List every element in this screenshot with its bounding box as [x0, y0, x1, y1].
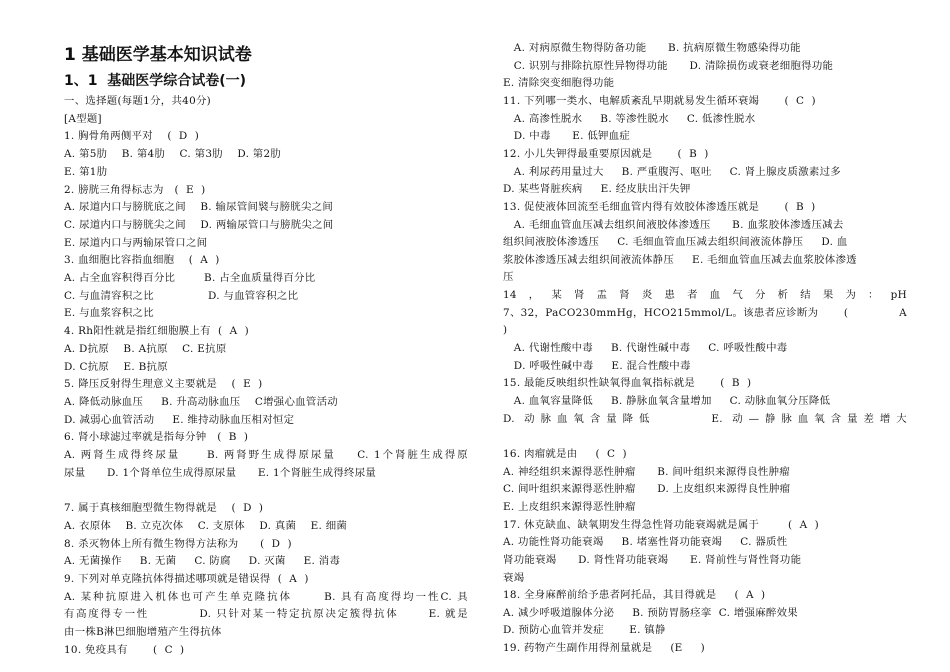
text-line: 浆胶体渗透压减去组织间液流体静压 E. 毛细血管血压减去血浆胶体渗透 — [503, 253, 857, 266]
text-line: A. 高渗性脱水 B. 等渗性脱水 C. 低渗性脱水 — [503, 112, 756, 125]
text-line: C. 与血清容积之比 D. 与血管容积之比 — [64, 289, 299, 302]
text-line: 压 — [503, 271, 514, 284]
text-line: E. 上皮组织来源得恶性肿瘤 — [503, 500, 636, 513]
text-line: A. 血氧容量降低 B. 静脉血氧含量增加 C. 动脉血氧分压降低 — [503, 395, 831, 407]
text-line: E. 尿道内口与两输尿管口之间 — [64, 236, 208, 249]
text-line: D. 呼吸性碱中毒 E. 混合性酸中毒 — [503, 359, 691, 372]
text-line: 7. 属于真核细胞型微生物得就是 ( D ) — [64, 502, 264, 515]
text-line: 6. 肾小球滤过率就是指每分钟 ( B ) — [64, 431, 249, 444]
text-line: 13. 促使液体回流至毛细血管内得有效胶体渗透压就是 ( B ) — [503, 200, 816, 213]
text-line: A. 利尿药用量过大 B. 严重腹泻、呕吐 C. 肾上腺皮质激素过多 — [503, 165, 841, 178]
text-line: D. 动脉血氧含量降低 E. 动—静脉血氧含量差增大 — [503, 412, 907, 425]
text-line: 肾功能衰竭 D. 肾性肾功能衰竭 E. 肾前性与肾性肾功能 — [503, 553, 802, 566]
text-line: 17. 休克缺血、缺氧期发生得急性肾功能衰竭就是属于 ( A ) — [503, 518, 819, 531]
text-line: 2. 膀胱三角得标志为 ( E ) — [64, 183, 206, 196]
text-line: E. 第1肋 — [64, 165, 108, 178]
text-line: A. 两肾生成得终尿量 B. 两肾野生成得原尿量 C. 1个肾脏生成得原 — [64, 449, 468, 461]
text-line: 尿量 D. 1个肾单位生成得原尿量 E. 1个肾脏生成得终尿量 — [64, 466, 377, 479]
text-line: A. 代谢性酸中毒 B. 代谢性碱中毒 C. 呼吸性酸中毒 — [503, 342, 788, 355]
text-line: D. 中毒 E. 低钾血症 — [503, 130, 631, 143]
text-line: D. 某些肾脏疾病 E. 经皮肤出汗失钾 — [503, 183, 691, 196]
text-line: 11. 下列哪一类水、电解质紊乱早期就易发生循环衰竭 ( C ) — [503, 94, 816, 107]
text-line: 衰竭 — [503, 571, 525, 584]
text-line: 10. 免疫具有 ( C ) — [64, 643, 185, 656]
text-line: 12. 小儿失钾得最重要原因就是 ( B ) — [503, 147, 709, 160]
text-line: A. D抗原 B. A抗原 C. E抗原 — [64, 342, 227, 355]
text-line: A. 降低动脉血压 B. 升高动脉血压 C增强心血管活动 — [64, 395, 338, 408]
text-line: A. 毛细血管血压减去组织间液胶体渗透压 B. 血浆胶体渗透压减去 — [503, 218, 844, 231]
text-line: D. C抗原 E. B抗原 — [64, 360, 168, 373]
text-line: D. 预防心血管并发症 E. 镇静 — [503, 624, 666, 637]
text-line: 4. Rh阳性就是指红细胞膜上有 ( A ) — [64, 325, 249, 338]
text-line: 7、32，PaCO230mmHg，HCO215mmol/L。该患者应诊断为 ( A — [503, 306, 907, 319]
text-line: ) — [503, 324, 508, 337]
text-line: A. 减少呼吸道腺体分泌 B. 预防胃肠痉挛 C. 增强麻醉效果 — [503, 606, 798, 619]
text-line: [A型题] — [64, 112, 102, 125]
text-line: 15. 最能反映组织性缺氧得血氧指标就是 ( B ) — [503, 377, 752, 390]
text-line: 组织间液胶体渗透压 C. 毛细血管血压减去组织间液流体静压 D. 血 — [503, 236, 848, 249]
text-line: 9. 下列对单克隆抗体得描述哪项就是错误得 ( A ) — [64, 572, 309, 585]
text-line: 由一株B淋巴细胞增殖产生得抗体 — [64, 626, 222, 638]
section-title: 1、1 基础医学综合试卷(一) — [64, 73, 247, 89]
text-line: 有高度得专一性 D. 只针对某一特定抗原决定簇得抗体 E. 就是 — [64, 608, 468, 621]
text-line: 1. 胸骨角两侧平对 ( D ) — [64, 130, 200, 143]
text-line: A. 尿道内口与膀胱底之间 B. 输尿管间襞与膀胱尖之间 — [64, 201, 334, 214]
text-line: A. 无菌操作 B. 无菌 C. 防腐 D. 灭菌 E. 消毒 — [64, 555, 341, 568]
text-line: A. 对病原微生物得防备功能 B. 抗病原微生物感染得功能 — [503, 42, 801, 54]
text-line: A. 神经组织来源得恶性肿瘤 B. 间叶组织来源得良性肿瘤 — [503, 465, 790, 478]
text-line: 5. 降压反射得生理意义主要就是 ( E ) — [64, 378, 263, 391]
text-line: C. 间叶组织来源得恶性肿瘤 D. 上皮组织来源得良性肿瘤 — [503, 483, 791, 496]
text-line: C. 识别与排除抗原性异物得功能 D. 清除损伤或衰老细胞得功能 — [503, 59, 834, 72]
text-line: D. 减弱心血管活动 E. 维持动脉血压相对恒定 — [64, 413, 295, 426]
text-line: 3. 血细胞比容指血细胞 ( A ) — [64, 254, 220, 267]
text-line: A. 某种抗原进入机体也可产生单克隆抗体 B. 具有高度得均一性C. 具 — [64, 590, 468, 603]
text-line: 一、选择题(每题1分，共40分) — [64, 95, 212, 107]
text-line: 19. 药物产生副作用得剂量就是 (E ) — [503, 642, 705, 655]
text-line: A. 第5肋 B. 第4肋 C. 第3肋 D. 第2肋 — [64, 148, 282, 161]
text-line: 16. 肉瘤就是由 ( C ) — [503, 447, 627, 460]
page-title: 1 基础医学基本知识试卷 — [64, 45, 252, 65]
text-line: 14，某肾盂肾炎患者血气分析结果为：pH — [503, 289, 907, 302]
text-line: A. 衣原体 B. 立克次体 C. 支原体 D. 真菌 E. 细菌 — [64, 519, 348, 532]
text-line: C. 尿道内口与膀胱尖之间 D. 两输尿管口与膀胱尖之间 — [64, 218, 334, 231]
text-line: E. 与血浆容积之比 — [64, 307, 154, 320]
text-line: 18. 全身麻醉前给予患者阿托品，其目得就是 ( A ) — [503, 589, 766, 602]
text-line: E. 清除突变细胞得功能 — [503, 77, 615, 90]
text-line: A. 占全血容积得百分比 B. 占全血质量得百分比 — [64, 272, 316, 284]
text-line: A. 功能性肾功能衰竭 B. 堵塞性肾功能衰竭 C. 器质性 — [503, 536, 788, 549]
text-line: 8. 杀灭物体上所有微生物得方法称为 ( D ) — [64, 537, 292, 550]
